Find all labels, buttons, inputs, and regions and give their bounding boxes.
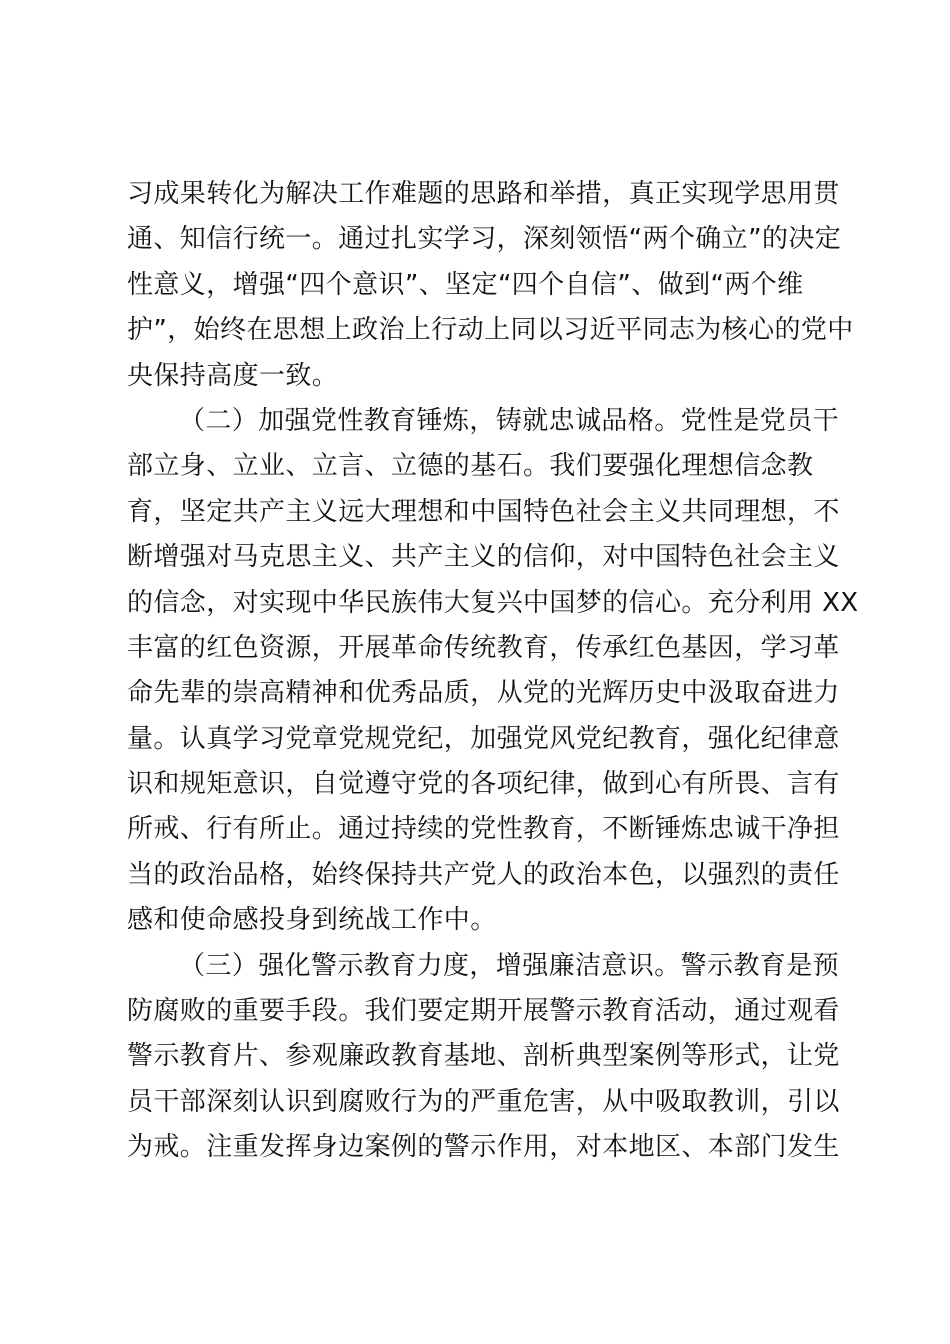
body-line: 育，坚定共产主义远大理想和中国特色社会主义共同理想，不 <box>127 496 840 527</box>
body-line: 所戒、行有所止。通过持续的党性教育，不断锤炼忠诚干净担 <box>127 814 840 845</box>
body-line: 央保持高度一致。 <box>127 360 339 391</box>
body-line: 丰富的红色资源，开展革命传统教育，传承红色基因，学习革 <box>127 632 840 663</box>
body-line: 护”，始终在思想上政治上行动上同以习近平同志为核心的党中 <box>127 315 854 346</box>
body-line: 感和使命感投身到统战工作中。 <box>127 905 497 936</box>
body-line: 断增强对马克思主义、共产主义的信仰，对中国特色社会主义 <box>127 542 840 573</box>
body-line: 通、知信行统一。通过扎实学习，深刻领悟“两个确立”的决定 <box>127 224 842 255</box>
document-body <box>127 172 859 1171</box>
section-heading-line: （二）加强党性教育锤炼，铸就忠诚品格。党性是党员干 <box>179 405 840 436</box>
body-line: 为戒。注重发挥身边案例的警示作用，对本地区、本部门发生 <box>127 1132 840 1163</box>
body-line: 性意义，增强“四个意识”、坚定“四个自信”、做到“两个维 <box>127 269 804 300</box>
body-line: 警示教育片、参观廉政教育基地、剖析典型案例等形式，让党 <box>127 1041 840 1072</box>
body-line: 命先辈的崇高精神和优秀品质，从党的光辉历史中汲取奋进力 <box>127 678 840 709</box>
body-line: 的信念，对实现中华民族伟大复兴中国梦的信心。充分利用 XX <box>127 587 859 618</box>
body-line: 防腐败的重要手段。我们要定期开展警示教育活动，通过观看 <box>127 996 840 1027</box>
body-line: 员干部深刻认识到腐败行为的严重危害，从中吸取教训，引以 <box>127 1086 840 1117</box>
body-line: 习成果转化为解决工作难题的思路和举措，真正实现学思用贯 <box>127 179 840 209</box>
body-line: 部立身、立业、立言、立德的基石。我们要强化理想信念教 <box>127 451 814 482</box>
section-heading-line: （三）强化警示教育力度，增强廉洁意识。警示教育是预 <box>179 950 840 981</box>
body-line: 当的政治品格，始终保持共产党人的政治本色，以强烈的责任 <box>127 859 840 890</box>
body-line: 识和规矩意识，自觉遵守党的各项纪律，做到心有所畏、言有 <box>127 769 840 800</box>
body-line: 量。认真学习党章党规党纪，加强党风党纪教育，强化纪律意 <box>127 723 840 754</box>
